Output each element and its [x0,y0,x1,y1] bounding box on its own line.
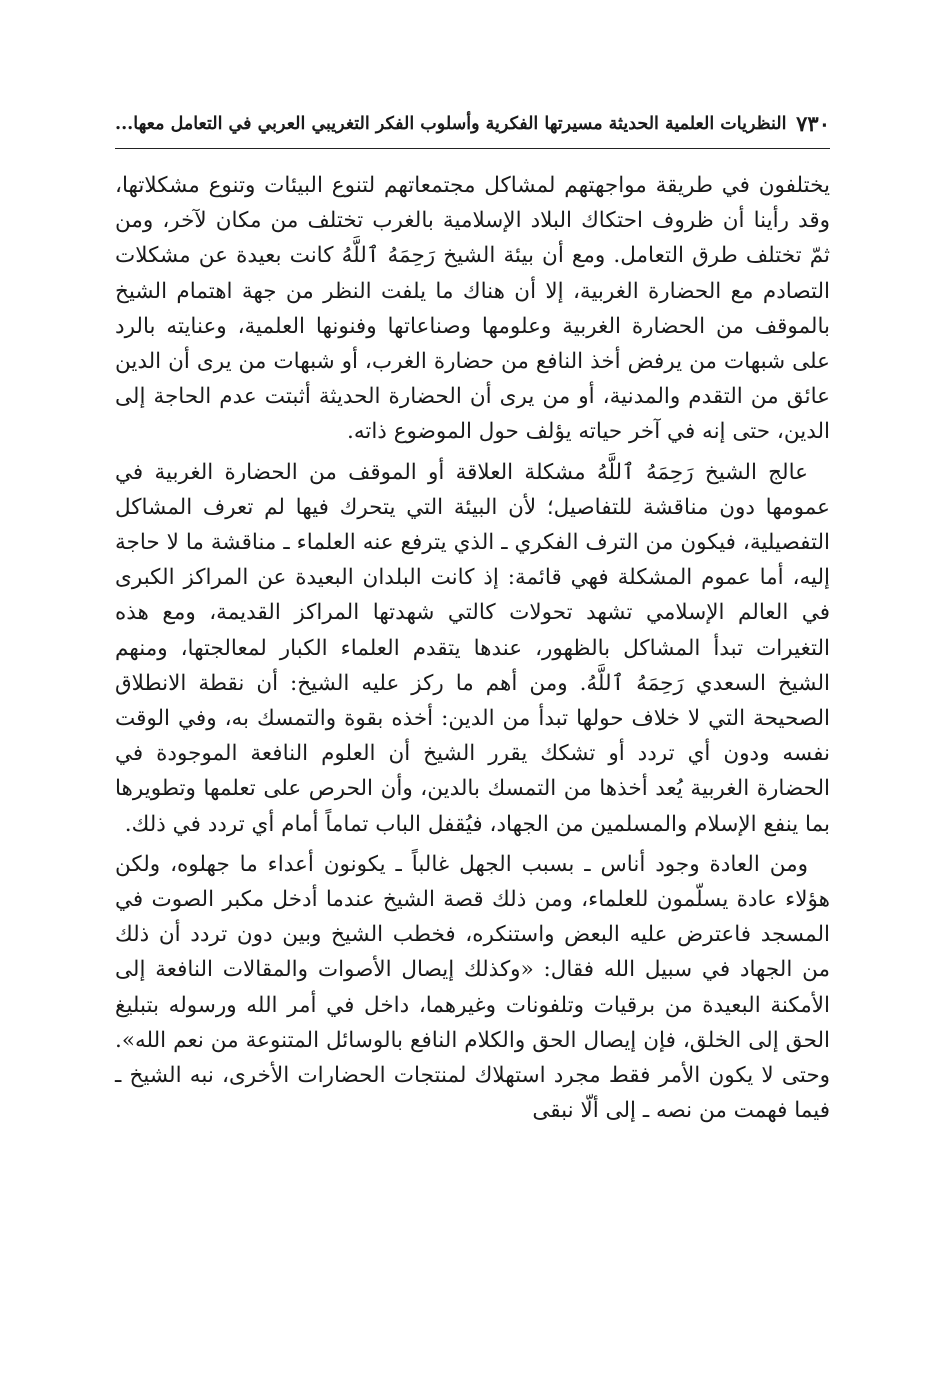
page-header [115,108,830,148]
page-number: ٧٣٠ [796,111,830,136]
paragraph-2: عالج الشيخ رَحِمَهُ ٱللَّهُ مشكلة العلاقة أو الموقف من الحضارة الغربية في عمومها دون مناقشة للتفاصيل؛ لأن البيئة التي يتحرك فيها لم تعرف المشاكل التفصيلية، فيكون من الترف الفكري ـ الذي يترفع عنه العلماء ـ مناقشة ما لا حاجة إليه، أما عموم المشكلة فهي قائمة: إذ كانت البلدان البعيدة عن المراكز الكبرى في العالم الإسلامي تشهد تحولات كالتي شهدتها المراكز القديمة، ومع هذه التغيرات تبدأ المشاكل بالظهور، عندها يتقدم العلماء الكبار لمعالجتها، ومنهم الشيخ السعدي رَحِمَهُ ٱللَّهُ. ومن أهم ما ركز عليه الشيخ: أن نقطة الانطلاق الصحيحة التي لا خلاف حولها تبدأ من الدين: أخذه بقوة والتمسك به، وفي الوقت نفسه ودون أي تردد أو تشكك يقرر الشيخ أن العلوم النافعة الموجودة في الحضارة الغربية يُعد أخذها من التمسك بالدين، وأن الحرص على تعلمها وتطويرها بما ينفع الإسلام والمسلمين من الجهاد، فيُقفل الباب تماماً أمام أي تردد في ذلك. [115,459,830,837]
paragraph-1: يختلفون في طريقة مواجهتهم لمشاكل مجتمعاتهم لتنوع البيئات وتنوع مشكلاتها، وقد رأينا أن ظروف احتكاك البلاد الإسلامية بالغرب تختلف من مكان لآخر، ومن ثمّ تختلف طرق التعامل. ومع أن بيئة الشيخ رَحِمَهُ ٱللَّهُ كانت بعيدة عن مشكلات التصادم مع الحضارة الغربية، إلا أن هناك ما يلفت النظر من جهة اهتمام الشيخ بالموقف من الحضارة الغربية وعلومها وصناعاتها وفنونها العلمية، وعنايته بالرد على شبهات من يرفض أخذ النافع من حضارة الغرب، أو شبهات من يرى أن الدين عائق من التقدم والمدنية، أو من يرى أن الحضارة الحديثة أثبتت عدم الحاجة إلى الدين، حتى إنه في آخر حياته يؤلف حول الموضوع ذاته. [115,173,830,445]
running-title: النظريات العلمية الحديثة مسيرتها الفكرية وأسلوب الفكر التغريبي العربي في التعامل معها... [115,114,787,134]
header-divider [115,148,830,149]
body-text [115,168,830,1128]
paragraph-3: ومن العادة وجود أناس ـ بسبب الجهل غالباً ـ يكونون أعداء ما جهلوه، ولكن هؤلاء عادة يسلّمون للعلماء، ومن ذلك قصة الشيخ عندما أدخل مكبر الصوت في المسجد فاعترض عليه البعض واستنكره، فخطب الشيخ وبين دون تردد أن ذلك من الجهاد في سبيل الله فقال: «وكذلك إيصال الأصوات والمقالات النافعة إلى الأمكنة البعيدة من برقيات وتلفونات وغيرهما، داخل في أمر الله ورسوله بتبليغ الحق إلى الخلق، فإن إيصال الحق والكلام النافع بالوسائل المتنوعة من نعم الله». وحتى لا يكون الأمر فقط مجرد استهلاك لمنتجات الحضارات الأخرى، نبه الشيخ ـ فيما فهمت من نصه ـ إلى ألّا نبقى [115,851,830,1124]
